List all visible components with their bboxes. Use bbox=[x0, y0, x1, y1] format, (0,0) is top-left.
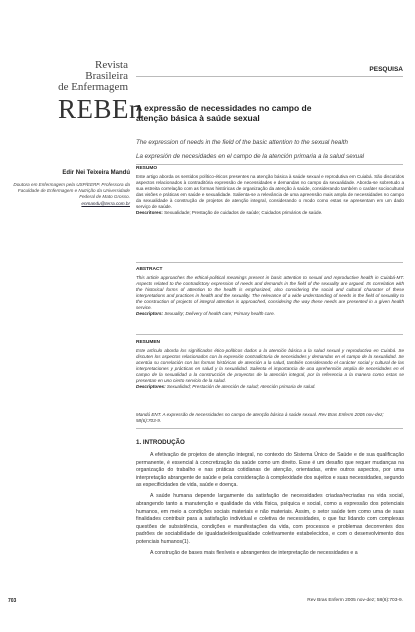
author-block bbox=[6, 169, 130, 207]
journal-brand: REBEn bbox=[58, 94, 144, 124]
introduction-paragraph-1: A efetivação de projetos de atenção integral, no contexto do Sistema Único de Saúde e de sua qualificação permanente, é essencial à concretização da saúde como um direito. Esse é um desafio que requer mudanças na organização do trabalho e nas práticas cotidianas de atenção, orientadas, entre outros aspectos, por uma interpretação abrangente de saúde e pela consideração à complexidade dos sujeitos e suas necessidades, segundo as especificidades de vida, saúde e doença. bbox=[136, 452, 404, 489]
footer-journal-reference: Rev Bras Enferm 2005 nov-dez; 58(6):703-9. bbox=[307, 598, 403, 603]
resumen-body: Este artículo aborda los significados ético-políticos dados a la atención básica a la salud sexual y reproductiva en Cuiabá. Se discuten los aspectos relacionados con la expresión contradictoria de necesidades y demandas en el campo de la sexualidad. Se acentúa su correlación con las formas históricas de atención a la salud, también considerando el carácter social y cultural de las interpretaciones y prácticas en salud y la sexualidad. Salienta el importancia de una aprehensión amplia de necesidades en el campo de la sexualidad a la construcción de proyectos de la atención integral, por la referencia a la manera como estas se presentan en uno cierto servicio de la salud. bbox=[136, 348, 404, 383]
abstract-descriptors-label: Descriptors: bbox=[136, 311, 164, 316]
article-title-en: The expression of needs in the field of the basic attention to the sexual health bbox=[136, 139, 348, 146]
author-email-link[interactable]: enmandu@terra.com.br bbox=[81, 201, 130, 206]
introduction-paragraph-3: A construção de bases mais flexíveis e abrangentes de interpretação de necessidades e a bbox=[150, 550, 358, 557]
page-number: 703 bbox=[8, 598, 17, 604]
author-name: Edir Nei Teixeira Mandú bbox=[62, 170, 130, 176]
introduction-body bbox=[136, 452, 404, 561]
article-title-pt: A expressão de necessidades no campo de atenção básica à saúde sexual bbox=[136, 103, 312, 123]
journal-name-line-1: Revista bbox=[95, 59, 128, 71]
resumen-section bbox=[136, 340, 404, 390]
resumo-divider bbox=[136, 262, 403, 263]
resumo-body: Este artigo aborda os sentidos político-éticos presentes na atenção básica à saúde sexual e reprodutiva em Cuiabá. São discutidos aspectos relacionados à contraditória expressão de necessidades e demandas no campo da sexualidade. Aborda-se sobretudo a sua estreita correlação com as formas históricas de organização da atenção à saúde, considerando também o caráter sociocultural das visões e práticas em saúde e sexualidade. Salienta-se a relevância de uma apreensão mais ampla de necessidades no campo da sexualidade à construção de projetos de atenção integral, considerando o modo como estas se apresentam em um dado serviço de saúde. bbox=[136, 174, 404, 209]
resumen-descriptors bbox=[136, 384, 404, 390]
article-title-es: La expresión de necesidades en el campo de la atención primaria a la salud sexual bbox=[136, 153, 365, 160]
abstract-descriptors bbox=[136, 311, 404, 317]
abstract-divider bbox=[136, 334, 403, 335]
header-divider bbox=[136, 76, 403, 77]
resumen-descriptors-label: Descriptores: bbox=[136, 384, 166, 389]
page-footer bbox=[8, 598, 403, 606]
abstract-body: This article approaches the ethical-political meanings present in basic attention to sexual and reproductive health in Cuiabá-MT. Aspects related to the contradictory expression of needs and demands in the field of the sexuality are argued. Its correlation with the historical forms of attention to the health is emphasized, also considering the social and cultural character of these interpretations and practices in health and the sexuality. The relevance of a wide understanding of needs in the field of sexuality to the construction of projects of integral attention is approached, considering the way these needs are presented in a given health service. bbox=[136, 275, 404, 310]
citation-divider bbox=[136, 428, 403, 429]
author-affiliation: Doutora em Enfermagem pela USP/EERP. Professora da Faculdade de Enfermagem e Nutrição da Universidade Federal de Mato Grosso. bbox=[13, 182, 130, 199]
abstract-descriptors-text: Sexuality; Delivery of health care; Primary health care. bbox=[164, 311, 275, 316]
resumo-heading: RESUMO bbox=[136, 166, 158, 171]
journal-logo bbox=[58, 59, 144, 124]
introduction-paragraph-2: A saúde humana depende largamente da satisfação de necessidades criadas/recriadas na vida social, abrangendo tanto a manutenção e qualidade da vida física, psíquica e social, como a expressão dos potenciais humanos, em meio a condições sociais materiais e não materiais. Assim, o setor saúde tem como uma de suas finalidades contribuir para a satisfação individual e coletiva de necessidades, o que faz lidando com complexas questões de subsistência, condições e manifestações da vida, com processos e problemas decorrentes dos padrões de sociabilidade de igualdade/desigualdade coletivamente estabelecidos, e com o desenvolvimento dos potenciais humanos(1). bbox=[136, 493, 404, 546]
resumo-descriptors bbox=[136, 210, 404, 216]
resumen-heading: RESUMEN bbox=[136, 340, 160, 345]
introduction-heading: 1. INTRODUÇÃO bbox=[136, 439, 185, 446]
title-divider bbox=[136, 164, 403, 165]
resumo-descriptors-text: Sexualidade; Prestação de cuidados de saúde; Cuidados primários de saúde. bbox=[164, 210, 323, 215]
article-citation: Mandú ENT. A expressão de necessidades no campo de atenção básica à saúde sexual. Rev Bras Enferm 2005 nov-dez; 58(6):703-9. bbox=[136, 412, 384, 423]
resumo-descriptors-label: Descritores: bbox=[136, 210, 163, 215]
journal-name-line-3: de Enfermagem bbox=[58, 81, 128, 93]
abstract-heading: ABSTRACT bbox=[136, 267, 163, 272]
section-label: PESQUISA bbox=[369, 66, 403, 73]
abstract-section bbox=[136, 267, 404, 317]
resumo-section bbox=[136, 166, 404, 216]
resumen-descriptors-text: Sexualidad; Prestación de atención de salud; Atención primaria de salud. bbox=[166, 384, 316, 389]
journal-name-line-2: Brasileira bbox=[85, 70, 128, 82]
